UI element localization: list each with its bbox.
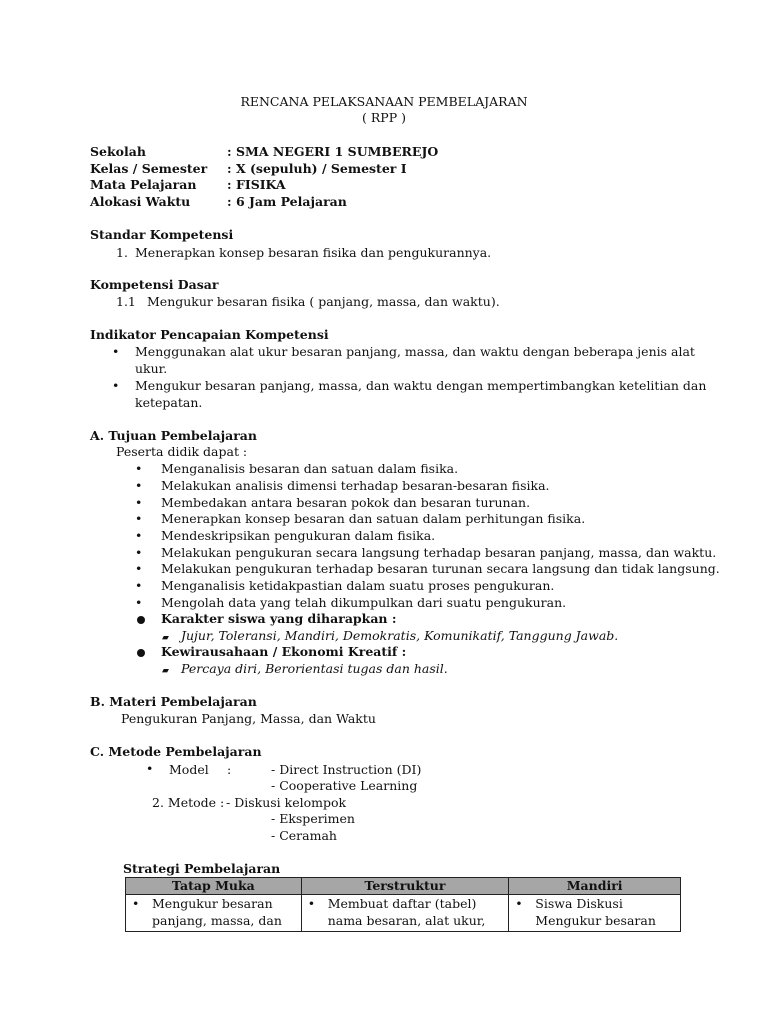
indikator-bullet	[112, 344, 119, 360]
identity-value-sekolah: : SMA NEGERI 1 SUMBEREJO	[227, 144, 439, 159]
karakter-text: Jujur, Toleransi, Mandiri, Demokratis, Komunikatif, Tanggung Jawab.	[181, 628, 619, 643]
tujuan-bullet	[135, 461, 142, 477]
column-header-mandiri: Mandiri	[509, 878, 681, 895]
tujuan-item: Menerapkan konsep besaran dan satuan dalam perhitungan fisika.	[161, 511, 586, 526]
indikator-item-1-line2: ukur.	[135, 361, 168, 376]
kewira-bullet-icon	[137, 649, 145, 657]
karakter-bullet-icon	[137, 616, 145, 624]
cell-line: Membuat daftar (tabel)	[327, 896, 477, 911]
identity-label-mapel: Mata Pelajaran	[90, 177, 197, 192]
cell-line: nama besaran, alat ukur,	[327, 913, 486, 928]
tujuan-item: Melakukan analisis dimensi terhadap besaran-besaran fisika.	[161, 478, 550, 493]
kompetensi-heading: Kompetensi Dasar	[90, 277, 219, 292]
cell-bullet	[515, 895, 522, 912]
model-item: - Direct Instruction (DI)	[271, 762, 422, 777]
tujuan-intro: Peserta didik dapat :	[116, 444, 248, 459]
tujuan-item: Mendeskripsikan pengukuran dalam fisika.	[161, 528, 436, 543]
standar-heading: Standar Kompetensi	[90, 227, 234, 242]
standar-number: 1.	[116, 245, 128, 260]
metode-bullet	[146, 761, 153, 777]
indikator-item-2-line2: ketepatan.	[135, 395, 203, 410]
tujuan-bullet	[135, 578, 142, 594]
kewira-arrow-icon	[162, 661, 169, 679]
cell-line: Mengukur besaran	[152, 896, 273, 911]
identity-value-waktu: : 6 Jam Pelajaran	[227, 194, 347, 209]
table-cell	[301, 895, 509, 932]
materi-heading: B. Materi Pembelajaran	[90, 694, 257, 709]
tujuan-bullet	[135, 511, 142, 527]
tujuan-bullet	[135, 478, 142, 494]
standar-text: Menerapkan konsep besaran fisika dan pengukurannya.	[135, 245, 492, 260]
indikator-heading: Indikator Pencapaian Kompetensi	[90, 327, 329, 342]
document-subtitle: ( RPP )	[362, 110, 406, 125]
document-title: RENCANA PELAKSANAAN PEMBELAJARAN	[240, 94, 528, 109]
metode-item: - Diskusi kelompok	[226, 795, 347, 810]
tujuan-bullet	[135, 561, 142, 577]
metode-label: 2. Metode :	[152, 795, 225, 810]
tujuan-bullet	[135, 545, 142, 561]
cell-bullet	[308, 895, 315, 912]
identity-label-waktu: Alokasi Waktu	[90, 194, 191, 209]
column-header-tatap-muka: Tatap Muka	[126, 878, 302, 895]
tujuan-item: Menganalisis ketidakpastian dalam suatu proses pengukuran.	[161, 578, 555, 593]
indikator-bullet	[112, 378, 119, 394]
tujuan-item: Melakukan pengukuran secara langsung terhadap besaran panjang, massa, dan waktu.	[161, 545, 717, 560]
kewira-text: Percaya diri, Berorientasi tugas dan hasil.	[181, 661, 448, 676]
indikator-item-2-line1: Mengukur besaran panjang, massa, dan waktu dengan mempertimbangkan ketelitian dan	[135, 378, 707, 393]
model-colon: :	[227, 762, 232, 777]
table-cell	[509, 895, 681, 932]
materi-text: Pengukuran Panjang, Massa, dan Waktu	[121, 711, 376, 726]
indikator-item-1-line1: Menggunakan alat ukur besaran panjang, massa, dan waktu dengan beberapa jenis alat	[135, 344, 695, 359]
metode-item: - Eksperimen	[271, 811, 355, 826]
metode-heading: C. Metode Pembelajaran	[90, 744, 262, 759]
column-header-terstruktur: Terstruktur	[301, 878, 509, 895]
identity-label-sekolah: Sekolah	[90, 144, 146, 159]
cell-bullet	[132, 895, 139, 912]
identity-label-kelas: Kelas / Semester	[90, 161, 208, 176]
strategi-table	[125, 877, 681, 932]
tujuan-item: Mengolah data yang telah dikumpulkan dari suatu pengukuran.	[161, 595, 567, 610]
tujuan-bullet	[135, 528, 142, 544]
metode-item: - Ceramah	[271, 828, 337, 843]
kewira-heading: Kewirausahaan / Ekonomi Kreatif :	[161, 644, 407, 659]
tujuan-item: Melakukan pengukuran terhadap besaran turunan secara langsung dan tidak langsung.	[161, 561, 720, 576]
tujuan-heading: A. Tujuan Pembelajaran	[90, 428, 257, 443]
tujuan-bullet	[135, 495, 142, 511]
model-label: Model	[169, 762, 209, 777]
kompetensi-number: 1.1	[116, 294, 136, 309]
identity-value-mapel: : FISIKA	[227, 177, 286, 192]
cell-line: Mengukur besaran	[535, 913, 656, 928]
tujuan-bullet	[135, 595, 142, 611]
strategi-header-row	[126, 878, 681, 895]
cell-line: panjang, massa, dan	[152, 913, 282, 928]
karakter-heading: Karakter siswa yang diharapkan :	[161, 611, 397, 626]
model-item: - Cooperative Learning	[271, 778, 418, 793]
table-row	[126, 895, 681, 932]
tujuan-item: Membedakan antara besaran pokok dan besaran turunan.	[161, 495, 531, 510]
cell-line: Siswa Diskusi	[535, 896, 623, 911]
strategi-heading: Strategi Pembelajaran	[123, 861, 281, 876]
kompetensi-text: Mengukur besaran fisika ( panjang, massa, dan waktu).	[147, 294, 500, 309]
tujuan-item: Menganalisis besaran dan satuan dalam fisika.	[161, 461, 459, 476]
table-cell	[126, 895, 302, 932]
identity-value-kelas: : X (sepuluh) / Semester I	[227, 161, 407, 176]
